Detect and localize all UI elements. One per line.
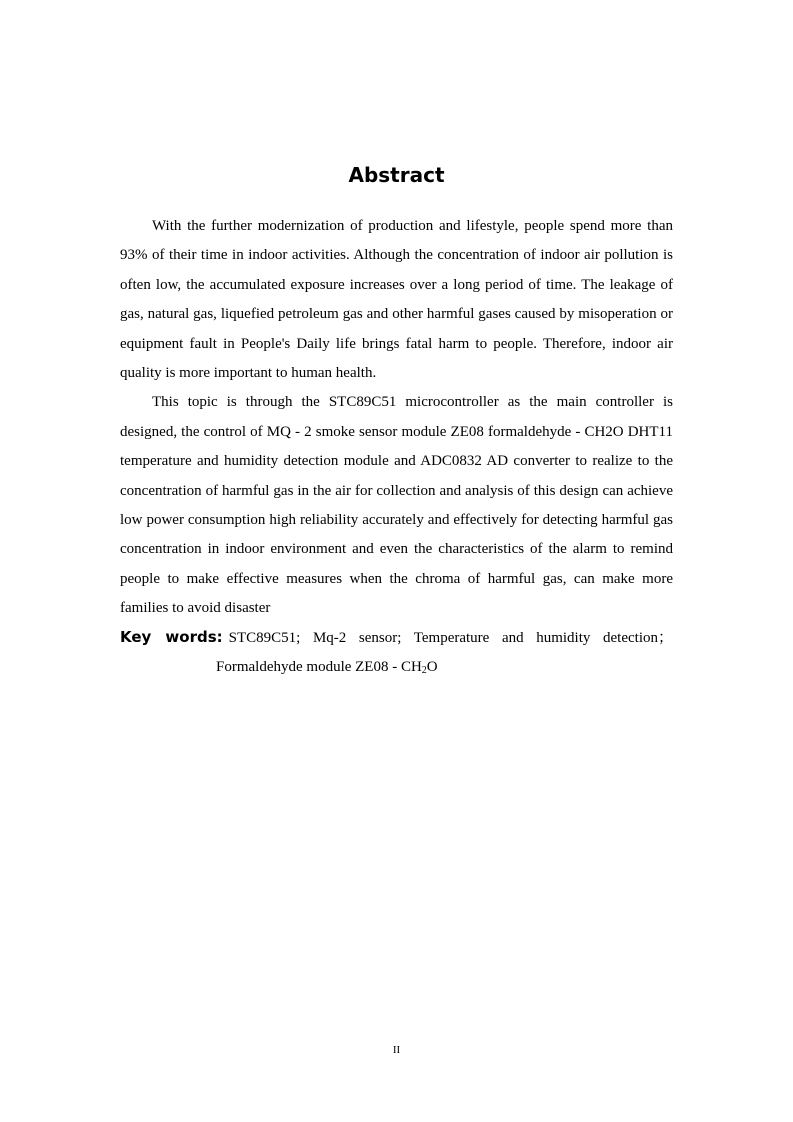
page-title: Abstract — [348, 163, 445, 187]
abstract-paragraph-1: With the further modernization of production and lifestyle, people spend more than 93% of their time in indoor activities. Although the concentration of indoor air pollution is often low, the accumulated exposure increases over a long period of time. The leakage of gas, natural gas, liquefied petroleum gas and other harmful gases caused by misoperation or equipment fault in People's Daily life brings fatal harm to people. Therefore, indoor air quality is more important to human health. — [120, 218, 673, 382]
keywords-line-1 — [120, 623, 673, 653]
keywords-block — [120, 623, 673, 686]
abstract-body — [120, 212, 673, 624]
keywords-text-1: STC89C51; Mq-2 sensor; Temperature and humidity detection； — [228, 630, 673, 646]
keywords-text-2: Formaldehyde module ZE08 - CH — [216, 659, 422, 676]
page-number: II — [392, 1044, 401, 1056]
keywords-line-2 — [120, 653, 673, 685]
abstract-paragraph-2: This topic is through the STC89C51 microcontroller as the main controller is designed, the control of MQ - 2 smoke sensor module ZE08 formaldehyde - CH2O DHT11 temperature and humidity detection module and ADC0832 AD converter to realize to the concentration of harmful gas in the air for collection and analysis of this design can achieve low power consumption high reliability accurately and effectively for detecting harmful gas concentration in indoor environment and even the characteristics of the alarm to remind people to make effective measures when the chroma of harmful gas, can make more families to avoid disaster — [120, 394, 673, 617]
keywords-label: Key words: — [120, 628, 223, 646]
keywords-subscript: 2 — [421, 665, 427, 677]
keywords-text-2-end: O — [426, 659, 438, 676]
